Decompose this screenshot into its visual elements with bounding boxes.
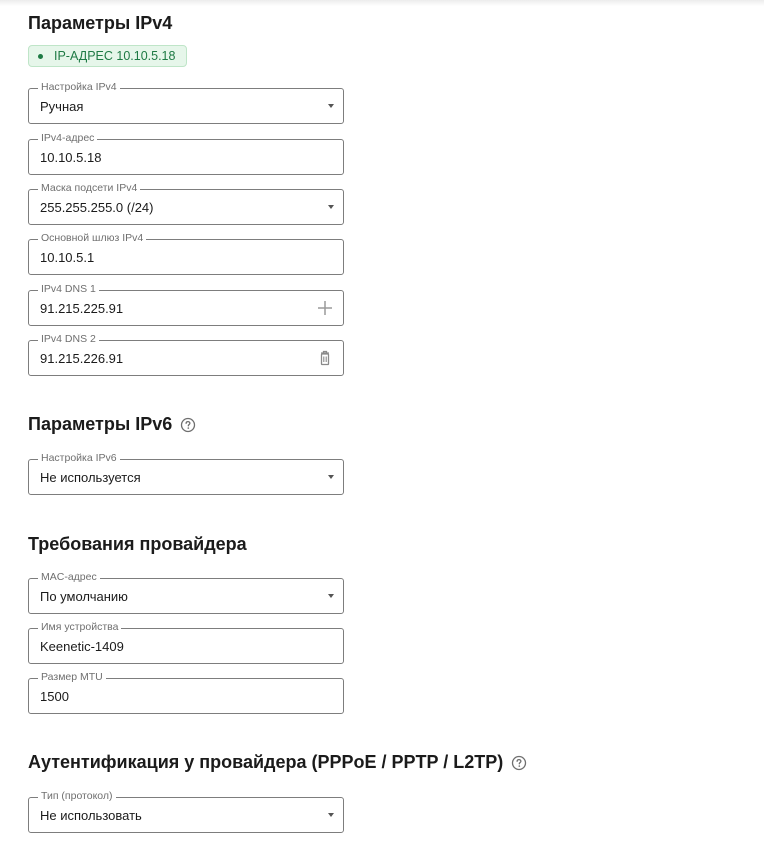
field-value: Не использовать xyxy=(40,808,142,823)
field-value: 10.10.5.18 xyxy=(40,150,102,165)
caret-down-icon[interactable] xyxy=(328,104,334,108)
protocol-type-select[interactable] xyxy=(28,790,344,833)
field-label: Имя устройства xyxy=(38,621,121,634)
field-label: Настройка IPv4 xyxy=(38,81,120,94)
ipv4-dns2-input[interactable] xyxy=(28,333,344,376)
auth-section-title xyxy=(28,752,527,773)
field-value: 1500 xyxy=(40,689,69,704)
caret-down-icon[interactable] xyxy=(328,205,334,209)
ipv6-section-title xyxy=(28,414,196,435)
field-label: Размер MTU xyxy=(38,671,106,684)
ipv4-title-text: Параметры IPv4 xyxy=(28,13,173,33)
field-label: IPv4 DNS 2 xyxy=(38,333,99,346)
caret-down-icon[interactable] xyxy=(328,594,334,598)
mtu-size-input[interactable] xyxy=(28,671,344,714)
field-value: 91.215.226.91 xyxy=(40,351,124,366)
ipv4-section-title xyxy=(28,13,172,34)
caret-down-icon[interactable] xyxy=(328,813,334,817)
mac-address-select[interactable] xyxy=(28,571,344,614)
field-value: 255.255.255.0 (/24) xyxy=(40,200,154,215)
field-value: Ручная xyxy=(40,99,84,114)
ipv4-address-input[interactable] xyxy=(28,132,344,175)
ipv6-setting-select[interactable] xyxy=(28,452,344,495)
help-circle-icon[interactable] xyxy=(180,417,196,433)
field-value: 91.215.225.91 xyxy=(40,301,124,316)
device-name-input[interactable] xyxy=(28,621,344,664)
ipv4-dns1-input[interactable] xyxy=(28,283,344,326)
field-label: Основной шлюз IPv4 xyxy=(38,232,146,245)
field-value: 10.10.5.1 xyxy=(40,250,95,265)
status-dot-icon xyxy=(38,54,43,59)
ipv6-title-text: Параметры IPv6 xyxy=(28,414,173,434)
provider-section-title xyxy=(28,534,247,555)
field-value: Keenetic-1409 xyxy=(40,639,124,654)
auth-title-text: Аутентификация у провайдера (PPPoE / PPTP / L2TP) xyxy=(28,752,504,772)
field-label: Настройка IPv6 xyxy=(38,452,120,465)
caret-down-icon[interactable] xyxy=(328,475,334,479)
field-label: IPv4-адрес xyxy=(38,132,97,145)
field-label: Маска подсети IPv4 xyxy=(38,182,140,195)
plus-icon[interactable] xyxy=(315,298,335,318)
provider-title-text: Требования провайдера xyxy=(28,534,247,554)
ipv4-setting-select[interactable] xyxy=(28,81,344,124)
field-label: Тип (протокол) xyxy=(38,790,116,803)
ip-address-badge xyxy=(28,45,187,67)
field-value: Не используется xyxy=(40,470,141,485)
field-label: MAC-адрес xyxy=(38,571,100,584)
top-shadow xyxy=(0,0,764,6)
help-circle-icon[interactable] xyxy=(511,755,527,771)
trash-icon[interactable] xyxy=(315,348,335,368)
ip-address-badge-text: IP-АДРЕС 10.10.5.18 xyxy=(54,49,176,63)
field-label: IPv4 DNS 1 xyxy=(38,283,99,296)
field-value: По умолчанию xyxy=(40,589,128,604)
ipv4-subnet-mask-select[interactable] xyxy=(28,182,344,225)
ipv4-gateway-input[interactable] xyxy=(28,232,344,275)
